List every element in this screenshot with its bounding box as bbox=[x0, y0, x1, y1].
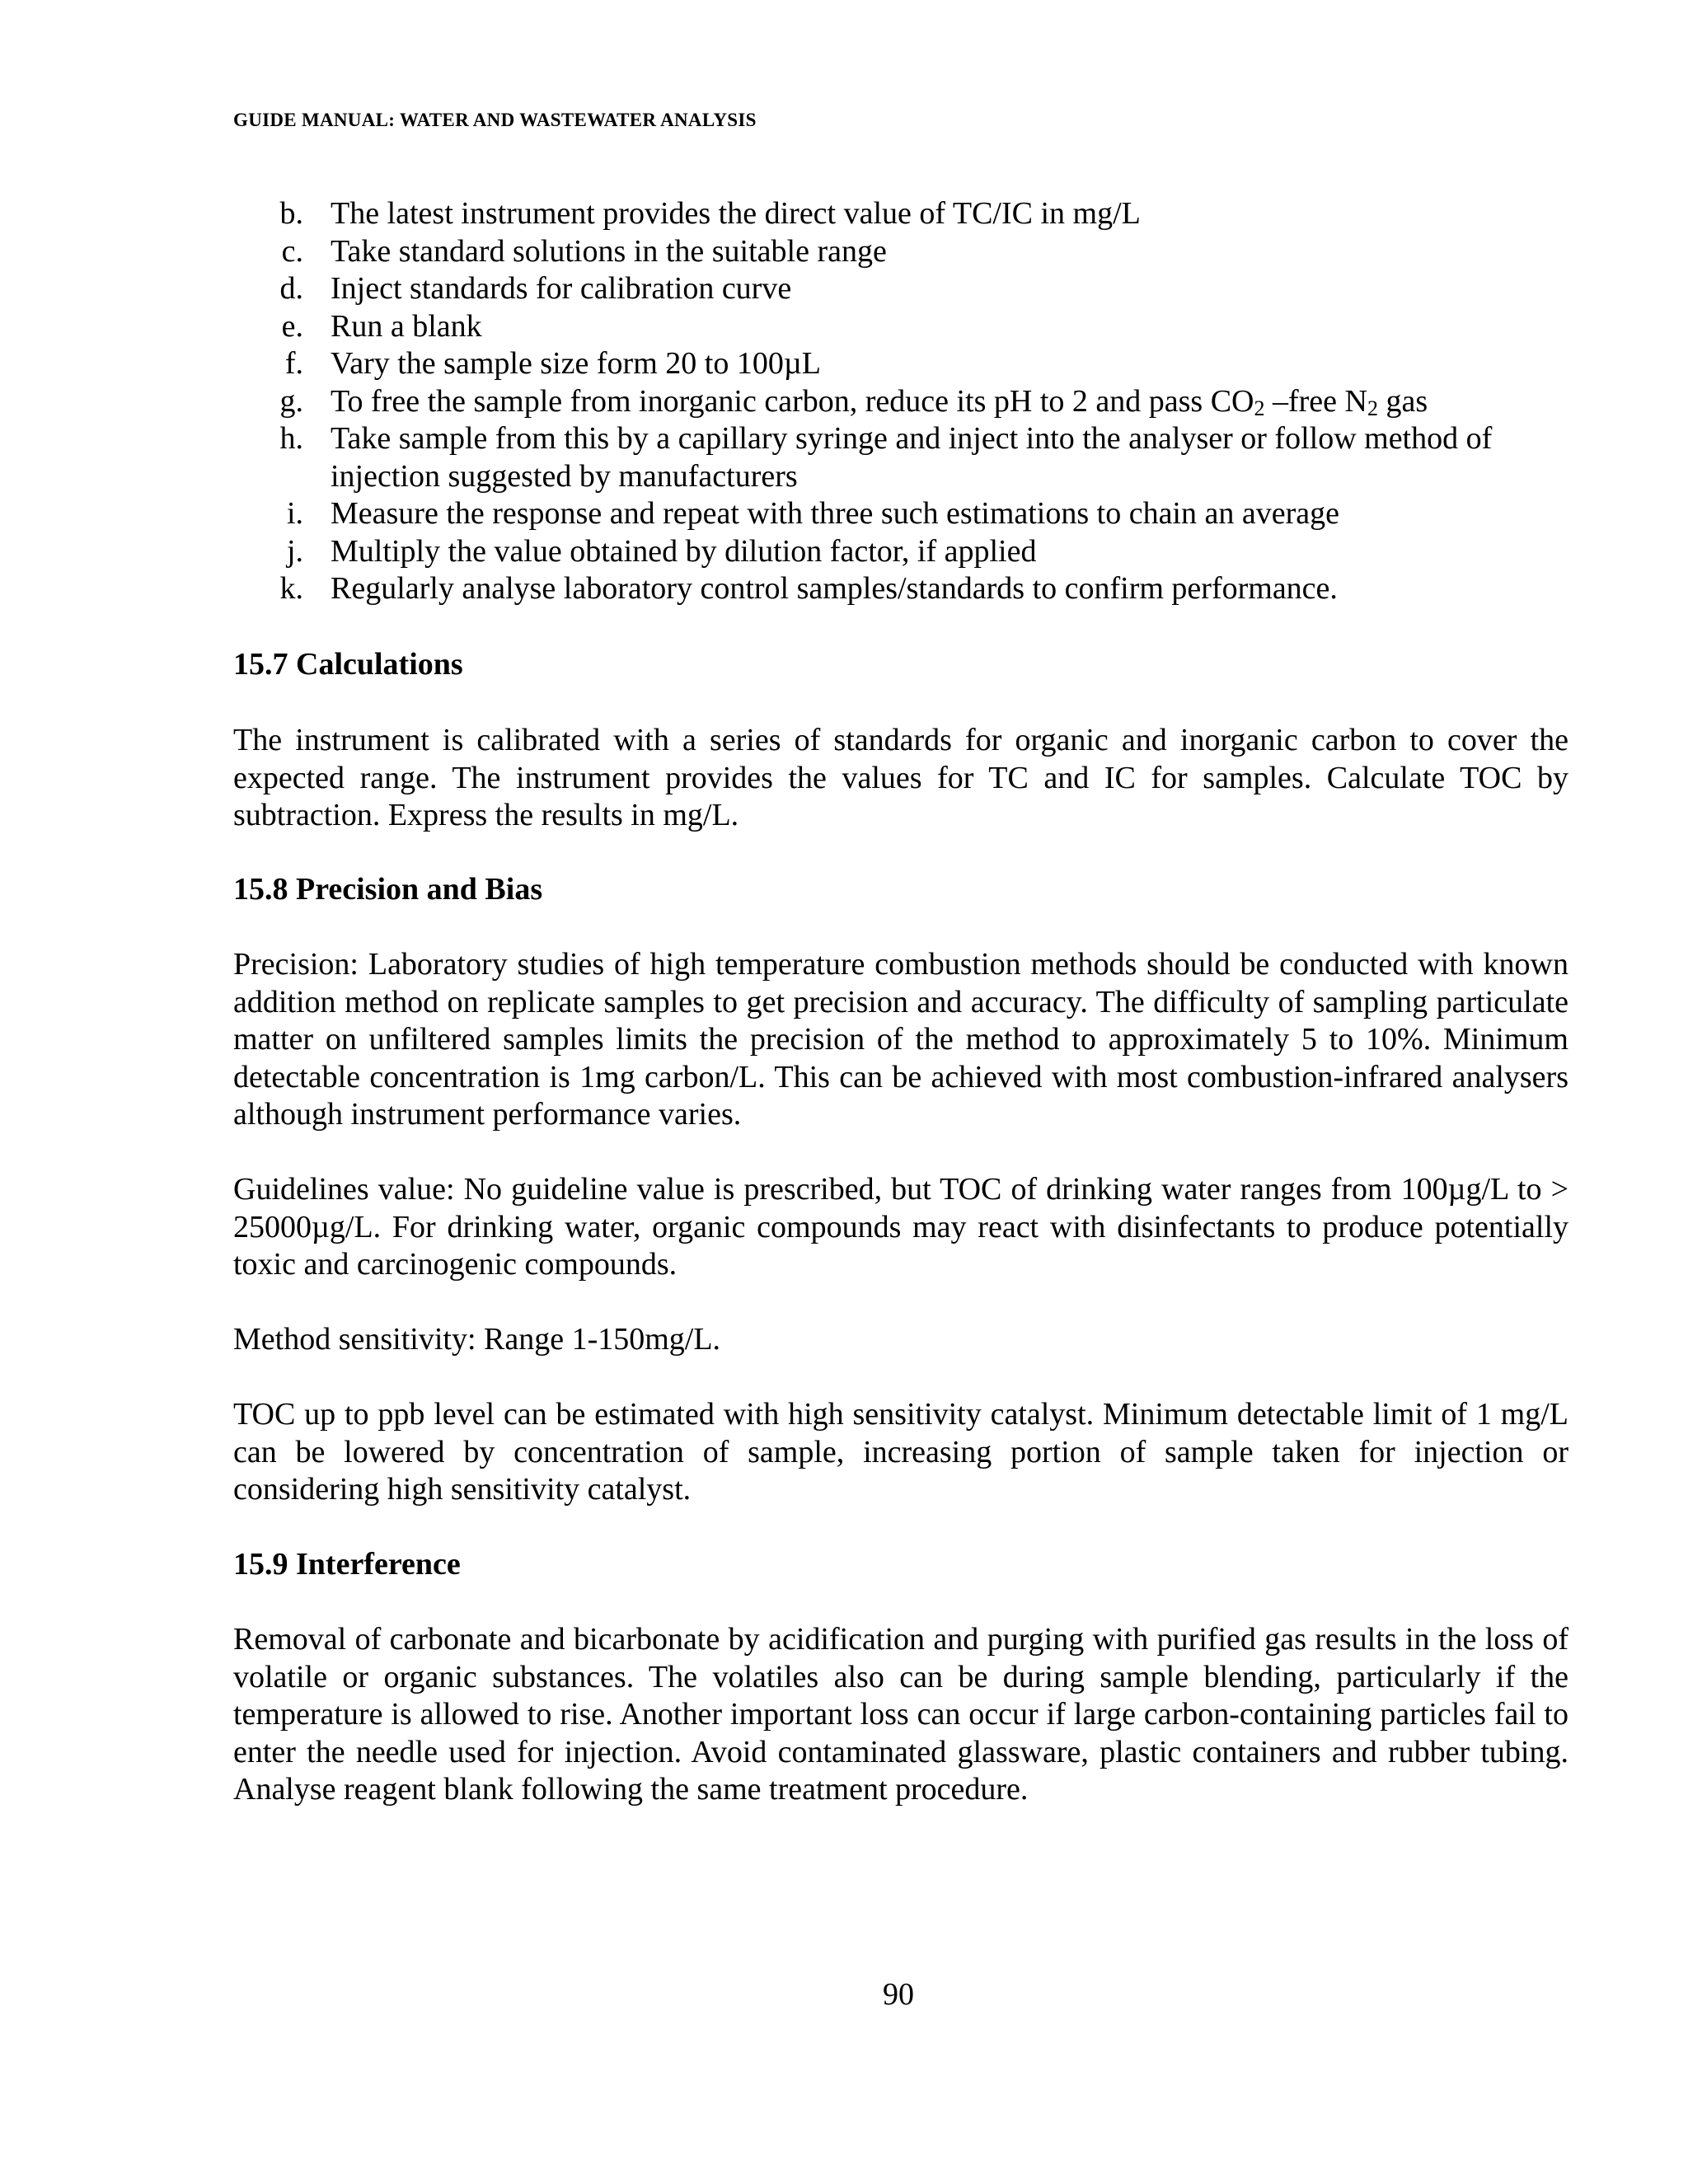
step-marker: g. bbox=[279, 383, 303, 419]
step-text: Measure the response and repeat with three such estimations to chain an average bbox=[331, 496, 1339, 531]
paragraph-calculations: The instrument is calibrated with a series of standards for organic and inorganic carbon to cover the expected range. The instrument provides the values for TC and IC for samples. Calculate TOC by subtraction. Express the results in mg/L. bbox=[233, 723, 1568, 832]
step-marker: h. bbox=[279, 421, 303, 456]
step-text: Vary the sample size form 20 to 100µL bbox=[331, 346, 821, 381]
step-marker: b. bbox=[279, 196, 303, 231]
page-number: 90 bbox=[883, 1977, 914, 2012]
procedure-step-list bbox=[233, 195, 1568, 608]
step-marker: i. bbox=[286, 496, 303, 531]
section-heading-precision-bias: 15.8 Precision and Bias bbox=[233, 872, 543, 907]
paragraph-guidelines-value: Guidelines value: No guideline value is prescribed, but TOC of drinking water ranges from 100µg/L to > 25000µg/L. For drinking water, organic compounds may react with disinfectants to produce potentially toxic and carcinogenic compounds. bbox=[233, 1172, 1568, 1282]
subscript-digit: 2 bbox=[1367, 396, 1378, 420]
step-text-segment: To free the sample from inorganic carbon, reduce its pH to 2 and pass CO bbox=[331, 383, 1254, 419]
section-heading-calculations: 15.7 Calculations bbox=[233, 647, 463, 682]
step-marker: k. bbox=[279, 571, 303, 606]
step-text-segment: gas bbox=[1377, 383, 1428, 419]
step-marker: j. bbox=[286, 533, 303, 569]
paragraph-interference: Removal of carbonate and bicarbonate by acidification and purging with purified gas results in the loss of volatile or organic substances. The volatiles also can be during sample blending, particularly if the temperature is allowed to rise. Another important loss can occur if large carbon-containing particles fail to enter the needle used for injection. Avoid contaminated glassware, plastic containers and rubber tubing. Analyse reagent blank following the same treatment procedure. bbox=[233, 1622, 1568, 1807]
step-marker: c. bbox=[281, 233, 303, 269]
step-marker: e. bbox=[281, 308, 303, 344]
subscript-digit: 2 bbox=[1254, 396, 1265, 420]
step-text: Take sample from this by a capillary syringe and inject into the analyser or follow method of injection suggested by manufacturers bbox=[331, 421, 1493, 494]
list-item bbox=[233, 233, 1568, 271]
step-marker: d. bbox=[279, 271, 303, 306]
list-item bbox=[233, 308, 1568, 346]
list-item bbox=[233, 270, 1568, 308]
step-text: Multiply the value obtained by dilution factor, if applied bbox=[331, 533, 1037, 569]
step-text: Regularly analyse laboratory control samples/standards to confirm performance. bbox=[331, 571, 1338, 606]
step-text: Inject standards for calibration curve bbox=[331, 271, 792, 306]
step-text: The latest instrument provides the direct value of TC/IC in mg/L bbox=[331, 196, 1141, 231]
list-item bbox=[233, 195, 1568, 233]
step-text-segment: –free N bbox=[1264, 383, 1367, 419]
step-text bbox=[331, 384, 1428, 419]
running-header: GUIDE MANUAL: WATER AND WASTEWATER ANALYSIS bbox=[233, 110, 757, 130]
section-heading-interference: 15.9 Interference bbox=[233, 1547, 461, 1582]
list-item bbox=[233, 570, 1568, 608]
list-item bbox=[233, 383, 1568, 421]
step-marker: f. bbox=[284, 346, 303, 381]
step-text: Take standard solutions in the suitable range bbox=[331, 233, 887, 269]
paragraph-method-sensitivity: Method sensitivity: Range 1-150mg/L. bbox=[233, 1322, 721, 1357]
list-item bbox=[233, 345, 1568, 383]
list-item bbox=[233, 495, 1568, 533]
step-text: Run a blank bbox=[331, 308, 482, 344]
list-item bbox=[233, 420, 1568, 495]
paragraph-precision: Precision: Laboratory studies of high temperature combustion methods should be conducted with known addition method on replicate samples to get precision and accuracy. The difficulty of sampling particulate matter on unfiltered samples limits the precision of the method to approximately 5 to 10%. Minimum detectable concentration is 1mg carbon/L. This can be achieved with most combustion-infrared analysers although instrument performance varies. bbox=[233, 947, 1568, 1132]
paragraph-toc-ppb-level: TOC up to ppb level can be estimated with high sensitivity catalyst. Minimum detectable limit of 1 mg/L can be lowered by concentration of sample, increasing portion of sample taken for injection or considering high sensitivity catalyst. bbox=[233, 1397, 1568, 1507]
list-item bbox=[233, 533, 1568, 571]
